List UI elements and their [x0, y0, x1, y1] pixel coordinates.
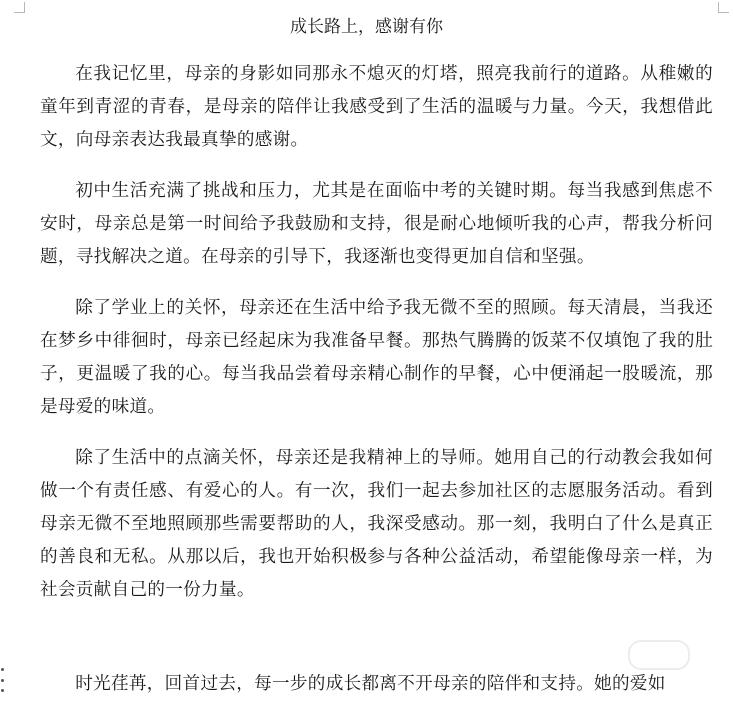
paragraph: 在我记忆里，母亲的身影如同那永不熄灭的灯塔，照亮我前行的道路。从稚嫩的童年到青涩的青春，是母亲的陪伴让我感受到了生活的温暖与力量。今天，我想借此文，向母亲表达我最真挚的感谢。	[40, 64, 713, 150]
page-corner-mark-left	[14, 2, 25, 13]
handle-dot	[1, 689, 4, 692]
drag-handle-icon[interactable]	[0, 668, 5, 692]
paragraph: 初中生活充满了挑战和压力，尤其是在面临中考的关键时期。每当我感到焦虑不安时，母亲总是第一时间给予我鼓励和支持，很是耐心地倾听我的心声，帮我分析问题，寻找解决之道。在母亲的引导下，我逐渐也变得更加自信和坚强。	[40, 181, 713, 267]
watermark-logo-icon	[628, 640, 690, 670]
page-corner-mark-right	[718, 2, 729, 13]
paragraph: 除了生活中的点滴关怀，母亲还是我精神上的导师。她用自己的行动教会我如何做一个有责任感、有爱心的人。有一次，我们一起去参加社区的志愿服务活动。看到母亲无微不至地照顾那些需要帮助的人，我深受感动。那一刻，我明白了什么是真正的善良和无私。从那以后，我也开始积极参与各种公益活动，希望能像母亲一样，为社会贡献自己的一份力量。	[40, 448, 713, 600]
handle-dot	[1, 668, 4, 671]
paragraph: 除了学业上的关怀，母亲还在生活中给予我无微不至的照顾。每天清晨，当我还在梦乡中徘徊时，母亲已经起床为我准备早餐。那热气腾腾的饭菜不仅填饱了我的肚子，更温暖了我的心。每当我品尝着母亲精心制作的早餐，心中便涌起一股暖流，那是母爱的味道。	[40, 298, 713, 417]
paragraph: 时光荏苒，回首过去，每一步的成长都离不开母亲的陪伴和支持。她的爱如	[75, 674, 666, 694]
paragraph-cut-off	[40, 668, 713, 706]
document-title: 成长路上，感谢有你	[290, 17, 443, 37]
handle-dot	[1, 679, 4, 682]
document-body[interactable]	[40, 58, 713, 625]
